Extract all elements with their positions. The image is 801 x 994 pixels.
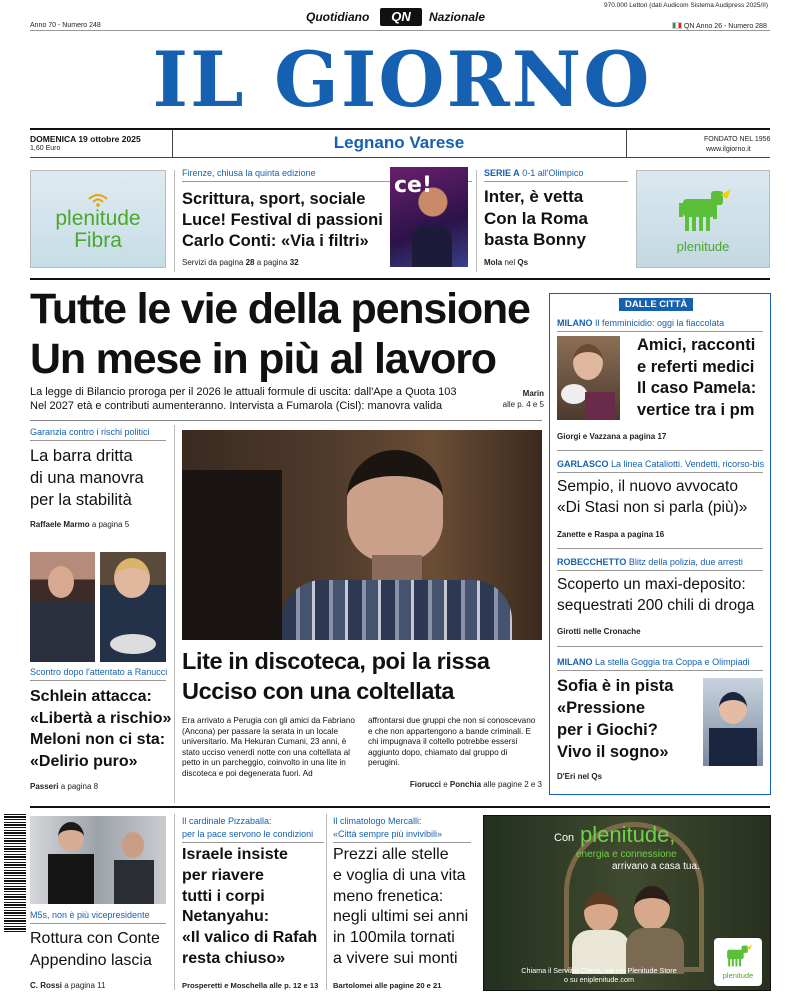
victim-photo — [182, 430, 542, 640]
ski-suit-shape — [709, 728, 757, 766]
credit-text: nel — [504, 258, 516, 267]
face-shape — [634, 886, 670, 930]
main-headline[interactable] — [30, 284, 530, 384]
sweater-shape — [585, 392, 615, 420]
schlein-headline-line: Meloni non ci sta: — [30, 731, 166, 748]
inter-headline[interactable] — [484, 186, 588, 251]
pizzaballa-kicker1: Il cardinale Pizzaballa: — [182, 816, 272, 826]
barcode-icon — [4, 812, 26, 932]
credit-page: a pagina 5 — [91, 520, 130, 529]
citta4-credit: D'Eri nel Qs — [557, 772, 603, 781]
citta2-headline-line: «Di Stasi non si parla (più)» — [557, 499, 748, 516]
appendino-headline[interactable] — [30, 928, 160, 971]
citta4-headline-line: per i Giochi? — [557, 721, 658, 739]
citta1-credit: Giorgi e Vazzana a pagina 17 — [557, 432, 667, 441]
ad-footer — [484, 966, 714, 984]
citta3-kicker — [557, 557, 743, 567]
pizzaballa-headline-line: resta chiuso» — [182, 949, 286, 967]
ad-con: Con — [554, 832, 575, 844]
kicker-bold: MILANO — [557, 657, 593, 667]
credit-pages: alle pagine 2 e 3 — [483, 780, 542, 789]
qn-issue — [672, 22, 767, 30]
qn-quotidiano: Quotidiano — [306, 10, 370, 24]
face-shape — [347, 450, 443, 562]
credit-author: Ponchia — [449, 780, 482, 789]
citta3-headline-line: sequestrati 200 chili di droga — [557, 597, 755, 614]
conti-kicker: Firenze, chiusa la quinta edizione — [182, 168, 316, 178]
citta4-kicker — [557, 657, 750, 667]
conti-headline-line: Luce! Festival di passioni — [182, 211, 383, 229]
mercalli-headline-line: a vivere sui monti — [333, 949, 458, 967]
inter-credit — [484, 258, 528, 267]
citta4-headline-line: «Pressione — [557, 699, 646, 717]
rissa-headline-line2: Ucciso con una coltellata — [182, 678, 455, 704]
manovra-headline[interactable] — [30, 445, 144, 511]
face-shape — [573, 344, 603, 380]
pizzaballa-credit: Prosperetti e Moschella alle p. 12 e 13 — [182, 981, 319, 990]
pizzaballa-headline-line: Netanyahu: — [182, 908, 270, 926]
kicker-bold: SERIE A — [484, 168, 520, 178]
mercalli-headline-line: e voglia di una vita — [333, 866, 466, 884]
ad-footer-line: Chiama il Servizio Clienti, vai nei Plenitude Store — [521, 966, 677, 975]
credit-text: a pagina — [256, 258, 288, 267]
jacket-shape — [412, 225, 452, 267]
mercalli-kicker1: Il climatologo Mercalli: — [333, 816, 422, 826]
face-shape — [584, 892, 618, 932]
summary-line: Nel 2027 età e contributi aumenteranno. Intervista a Fumarola (Cisl): manovra valida — [30, 400, 443, 412]
appendino-photo — [30, 816, 166, 904]
kicker-rest: La stella Goggia tra Coppa e Olimpiadi — [595, 657, 750, 667]
appendino-headline-line: Appendino lascia — [30, 951, 152, 969]
rissa-headline-line1: Lite in discoteca, poi la rissa — [182, 648, 490, 674]
citta3-credit: Girotti nelle Cronache — [557, 627, 641, 636]
conti-photo — [390, 167, 468, 267]
website-link[interactable]: www.ilgiorno.it — [706, 146, 751, 153]
pamela-photo — [557, 336, 620, 420]
conti-credit — [182, 258, 299, 267]
credit-page: a pagina 8 — [60, 782, 99, 791]
pizzaballa-headline-line: Israele insiste — [182, 846, 288, 863]
ad-brand: plenitude — [676, 239, 730, 254]
face-shape — [719, 692, 747, 724]
conti-headline-line: Scrittura, sport, sociale — [182, 190, 366, 208]
pizzaballa-headline-line: per riavere — [182, 866, 264, 884]
ad-footer-line: o su eniplenitude.com — [564, 975, 634, 984]
manovra-kicker: Garanzia contro i rischi politici — [30, 427, 150, 437]
face-shape — [114, 558, 150, 598]
credit-pages: alle p. 4 e 5 — [502, 400, 544, 409]
appendino-headline-line: Rottura con Conte — [30, 930, 160, 947]
schlein-kicker: Scontro dopo l'attentato a Ranucci — [30, 667, 168, 677]
summary-line: La legge di Bilancio proroga per il 2026 le attuali formule di uscita: dall'Ape a Quota 103 — [30, 386, 457, 398]
italy-flag-icon — [672, 22, 682, 29]
qn-nazionale: Nazionale — [429, 10, 486, 24]
ad-brand: plenitude, — [580, 822, 676, 847]
rissa-body-col1: Era arrivato a Perugia con gli amici da Fabriano (Ancona) per passare la serata in un locale universitario. Ma Hekuran Cumani, 23 anni, è stato ucciso venerdì notte con una coltellata al petto in un parcheggio, coinvolto in una lite in discoteca e poi degenerata fuori. Ad — [182, 716, 355, 778]
ad-tagline2: arrivano a casa tua. — [612, 861, 700, 872]
cat-shape — [561, 384, 587, 404]
coat-shape — [48, 854, 94, 904]
mercalli-headline-line: negli ultimi sei anni — [333, 908, 469, 926]
six-legged-dog-icon — [677, 185, 731, 237]
issue-price: 1,60 Euro — [30, 145, 61, 152]
kicker-bold: GARLASCO — [557, 459, 609, 469]
credit-author: Mola — [484, 258, 503, 267]
citta3-headline[interactable] — [557, 574, 754, 616]
mercalli-kicker2: «Città sempre più invivibili» — [333, 829, 443, 839]
schlein-credit — [30, 782, 98, 791]
credit-page: 32 — [289, 258, 299, 267]
citta2-kicker — [557, 459, 764, 469]
ad-tagline1: energia e connessione — [576, 849, 677, 860]
citta4-headline-line: Sofia è in pista — [557, 677, 674, 695]
meloni-photo — [100, 552, 166, 662]
main-credit — [496, 388, 544, 410]
kicker-bold: MILANO — [557, 318, 593, 328]
founded-note: FONDATO NEL 1956 — [704, 136, 771, 143]
pizzaballa-headline[interactable] — [182, 845, 317, 970]
mercalli-headline-line: meno frenetica: — [333, 887, 444, 905]
citta4-headline-line: Vivo il sogno» — [557, 743, 669, 761]
six-legged-dog-icon — [724, 942, 752, 970]
mercalli-headline-line: in 100mila tornati — [333, 929, 455, 947]
schlein-headline-line: «Libertà a rischio» — [30, 709, 172, 727]
rissa-body-col2: affrontarsi due gruppi che non si conoscevano e che non appartengono a bande criminali. E chi impugnava il coltello potrebbe essersi aggiunto dopo, chiamato dal gruppo di perugini. — [368, 716, 536, 768]
kicker-rest: 0-1 all'Olimpico — [522, 168, 584, 178]
credit-page: a pagina 11 — [64, 981, 106, 990]
ad-plenitude-fibra[interactable] — [30, 170, 166, 268]
schlein-headline-line: Schlein attacca: — [30, 688, 152, 705]
kicker-bold: ROBECCHETTO — [557, 557, 627, 567]
citta1-headline-line: e referti medici — [637, 357, 755, 376]
credit-author: Marin — [522, 389, 544, 398]
kicker-rest: Blitz della polizia, due arresti — [628, 557, 743, 567]
citta1-kicker — [557, 318, 724, 328]
rissa-credit — [398, 780, 542, 789]
mercalli-credit: Bartolomei alle pagine 20 e 21 — [333, 981, 442, 990]
plaid-shirt-shape — [282, 580, 512, 640]
inter-kicker — [484, 168, 583, 178]
citta4-headline[interactable] — [557, 675, 673, 763]
face-shape — [48, 566, 74, 598]
doorway-shape — [182, 470, 282, 640]
main-headline-line2: Un mese in più al lavoro — [30, 335, 496, 383]
credit-author: Raffaele Marmo — [30, 520, 90, 529]
issue-date: DOMENICA 19 ottobre 2025 — [30, 134, 141, 144]
inter-headline-line: basta Bonny — [484, 230, 587, 249]
goggia-photo — [703, 678, 763, 766]
mercalli-headline[interactable] — [333, 845, 468, 970]
citta1-headline-line: Il caso Pamela: — [637, 379, 757, 397]
citta1-headline[interactable] — [637, 335, 756, 421]
citta2-headline-line: Sempio, il nuovo avvocato — [557, 478, 738, 495]
main-headline-line1: Tutte le vie della pensione — [30, 285, 530, 333]
readers-note: 970.000 Lettori (dati Audicom Sistema Audipress 2025/II) — [604, 2, 769, 9]
issue-number: Anno 70 - Numero 248 — [30, 22, 101, 29]
citta1-headline-line: vertice tra i pm — [637, 400, 755, 419]
schlein-photo — [30, 552, 95, 662]
newspaper-title[interactable]: IL GIORNO — [152, 35, 652, 124]
main-summary — [30, 385, 456, 413]
pizzaballa-headline-line: «Il valico di Rafah — [182, 929, 318, 947]
appendino-kicker: M5s, non è più vicepresidente — [30, 910, 150, 920]
credit-page: 28 — [245, 258, 255, 267]
schlein-headline[interactable] — [30, 686, 171, 772]
credit-text: Servizi da pagina — [182, 258, 244, 267]
credit-author: Fiorucci — [409, 780, 441, 789]
eni-logo-badge — [714, 938, 762, 986]
qn-logo: QN — [380, 8, 422, 26]
edition-name: Legnano Varese — [333, 133, 465, 152]
credit-text: e — [443, 780, 448, 789]
luce-logo-icon: ce! — [394, 173, 432, 198]
kicker-rest: Il femminicidio: oggi la fiaccolata — [595, 318, 725, 328]
citta2-credit: Zanette e Raspa a pagina 16 — [557, 530, 665, 539]
coat-shape — [114, 860, 154, 904]
schlein-headline-line: «Delirio puro» — [30, 752, 138, 770]
citta2-headline[interactable] — [557, 476, 747, 518]
inter-headline-line: Inter, è vetta — [484, 187, 584, 206]
citta1-headline-line: Amici, racconti — [637, 336, 756, 354]
ad-plenitude-eni[interactable] — [636, 170, 770, 268]
mercalli-headline-line: Prezzi alle stelle — [333, 846, 449, 863]
manovra-headline-line: La barra dritta — [30, 447, 133, 465]
pizzaballa-kicker2: per la pace servono le condizioni — [182, 829, 314, 839]
conti-headline-line: Carlo Conti: «Via i filtri» — [182, 232, 369, 250]
inter-headline-line: Con la Roma — [484, 208, 588, 228]
face-shape — [58, 822, 84, 852]
ad-brand: plenitude — [55, 207, 141, 230]
manovra-headline-line: di una manovra — [30, 469, 144, 487]
conti-headline[interactable] — [182, 189, 383, 252]
face-shape — [122, 832, 144, 858]
qn-issue-text: QN Anno 26 - Numero 288 — [683, 23, 767, 30]
citta3-headline-line: Scoperto un maxi-deposito: — [557, 576, 746, 593]
manovra-headline-line: per la stabilità — [30, 491, 132, 509]
manovra-credit — [30, 520, 129, 529]
appendino-credit — [30, 981, 105, 990]
credit-section: Qs — [517, 258, 529, 267]
pizzaballa-headline-line: tutti i corpi — [182, 887, 265, 905]
ad-logo-text: plenitude — [722, 971, 754, 980]
dalle-citta-tag: DALLE CITTÀ — [619, 298, 693, 311]
credit-author: Passeri — [30, 782, 59, 791]
ad-plenitude-energia[interactable] — [483, 815, 771, 991]
rissa-headline[interactable] — [182, 646, 490, 706]
ad-product: Fibra — [74, 229, 122, 252]
credit-author: C. Rossi — [30, 981, 63, 990]
kicker-rest: La linea Cataliotti. Vendetti, ricorso-bis — [611, 459, 765, 469]
microphone-shape — [110, 634, 156, 654]
